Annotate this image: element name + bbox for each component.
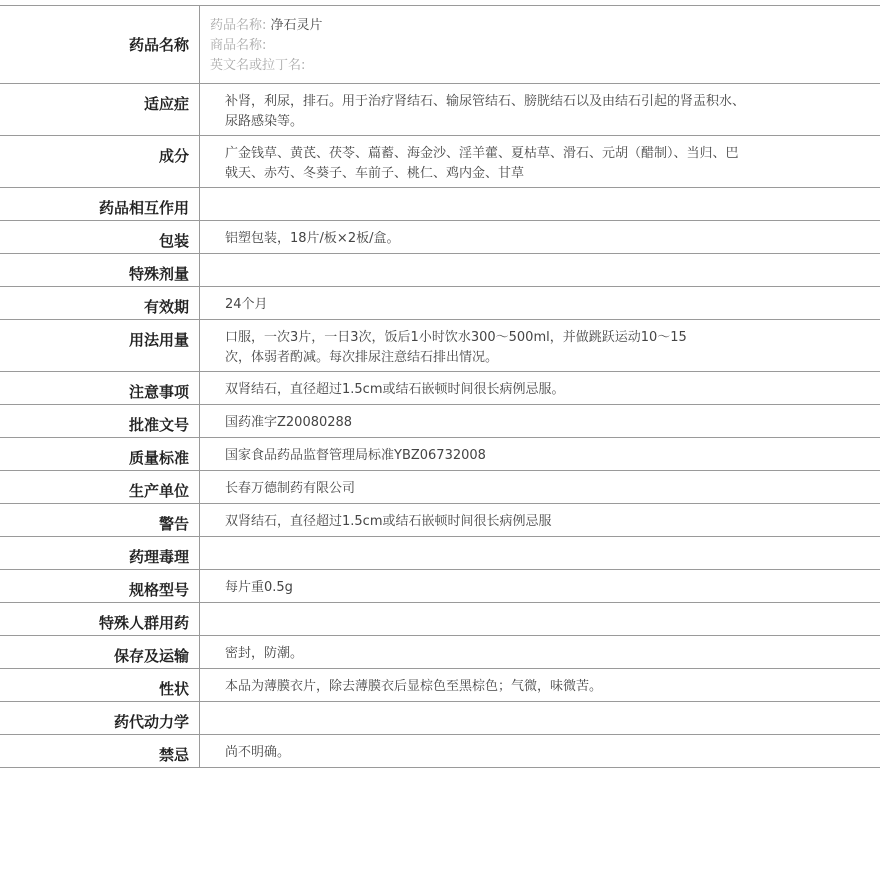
- value-line: 24个月: [225, 297, 268, 312]
- info-row: [0, 438, 880, 471]
- value-line: 双肾结石，直径超过1.5cm或结石嵌顿时间很长病例忌服。: [225, 382, 565, 397]
- row-label: 用法用量: [0, 320, 200, 371]
- row-value: [200, 287, 880, 319]
- value-line: 长春万德制药有限公司: [225, 481, 356, 496]
- row-label: 注意事项: [0, 372, 200, 404]
- row-label: 特殊剂量: [0, 254, 200, 286]
- english-name-label: 英文名或拉丁名:: [210, 58, 306, 73]
- info-row: [0, 320, 880, 372]
- row-value: [200, 372, 880, 404]
- row-label: 禁忌: [0, 735, 200, 767]
- row-value: [200, 84, 880, 135]
- row-value: [200, 504, 880, 536]
- row-value: [200, 188, 880, 220]
- info-row: [0, 537, 880, 570]
- info-row: [0, 669, 880, 702]
- info-row: [0, 221, 880, 254]
- info-row: [0, 471, 880, 504]
- value-line: 尿路感染等。: [225, 114, 304, 129]
- info-row: [0, 504, 880, 537]
- info-row: [0, 287, 880, 320]
- row-value: [200, 471, 880, 503]
- row-value: [200, 537, 880, 569]
- row-value: [200, 221, 880, 253]
- info-row: [0, 570, 880, 603]
- row-value: [200, 570, 880, 602]
- value-line: 广金钱草、黄芪、茯苓、萹蓄、海金沙、淫羊藿、夏枯草、滑石、元胡（醋制）、当归、巴: [225, 146, 739, 161]
- info-row: [0, 735, 880, 768]
- info-row: [0, 84, 880, 136]
- row-value: [200, 603, 880, 635]
- row-label: 药理毒理: [0, 537, 200, 569]
- value-line: 次，体弱者酌减。每次排尿注意结石排出情况。: [225, 350, 499, 365]
- generic-name-value: 净石灵片: [270, 18, 323, 33]
- info-row: [0, 405, 880, 438]
- value-line: 铝塑包装，18片/板×2板/盒。: [225, 231, 400, 246]
- row-label: 批准文号: [0, 405, 200, 437]
- value-line: 本品为薄膜衣片，除去薄膜衣后显棕色至黑棕色；气微，味微苦。: [225, 679, 603, 694]
- row-label: 有效期: [0, 287, 200, 319]
- value-line: 尚不明确。: [225, 745, 291, 760]
- row-value: [200, 702, 880, 734]
- row-label: 药品名称: [0, 6, 200, 83]
- value-line: 密封，防潮。: [225, 646, 304, 661]
- row-label: 生产单位: [0, 471, 200, 503]
- row-value: [200, 136, 880, 187]
- row-value: [200, 6, 880, 83]
- value-line: 补肾，利尿，排石。用于治疗肾结石、输尿管结石、膀胱结石以及由结石引起的肾盂积水、: [225, 94, 746, 109]
- trade-name-label: 商品名称:: [210, 38, 267, 53]
- row-label: 包装: [0, 221, 200, 253]
- info-row: [0, 188, 880, 221]
- row-label: 质量标准: [0, 438, 200, 470]
- value-line: 国家食品药品监督管理局标准YBZ06732008: [225, 448, 486, 463]
- row-label: 药代动力学: [0, 702, 200, 734]
- row-label: 规格型号: [0, 570, 200, 602]
- row-value: [200, 438, 880, 470]
- generic-name-line: [210, 16, 870, 36]
- row-value: [200, 669, 880, 701]
- drug-info-table: [0, 5, 880, 768]
- row-value: [200, 254, 880, 286]
- row-value: [200, 735, 880, 767]
- row-drug-name: [0, 6, 880, 84]
- row-label: 药品相互作用: [0, 188, 200, 220]
- info-row: [0, 636, 880, 669]
- info-row: [0, 702, 880, 735]
- row-value: [200, 636, 880, 668]
- english-name-line: [210, 56, 870, 76]
- value-line: 国药准字Z20080288: [225, 415, 353, 430]
- info-rows: [0, 84, 880, 768]
- row-label: 警告: [0, 504, 200, 536]
- row-value: [200, 320, 880, 371]
- value-line: 双肾结石，直径超过1.5cm或结石嵌顿时间很长病例忌服: [225, 514, 552, 529]
- trade-name-line: [210, 36, 870, 56]
- row-label: 成分: [0, 136, 200, 187]
- info-row: [0, 603, 880, 636]
- row-value: [200, 405, 880, 437]
- info-row: [0, 254, 880, 287]
- row-label: 性状: [0, 669, 200, 701]
- value-line: 每片重0.5g: [225, 580, 293, 595]
- info-row: [0, 136, 880, 188]
- row-label: 特殊人群用药: [0, 603, 200, 635]
- row-label: 保存及运输: [0, 636, 200, 668]
- value-line: 口服，一次3片，一日3次，饭后1小时饮水300～500ml，并做跳跃运动10～15: [225, 330, 687, 345]
- value-line: 戟天、赤芍、冬葵子、车前子、桃仁、鸡内金、甘草: [225, 166, 525, 181]
- row-label: 适应症: [0, 84, 200, 135]
- info-row: [0, 372, 880, 405]
- generic-name-label: 药品名称:: [210, 18, 267, 33]
